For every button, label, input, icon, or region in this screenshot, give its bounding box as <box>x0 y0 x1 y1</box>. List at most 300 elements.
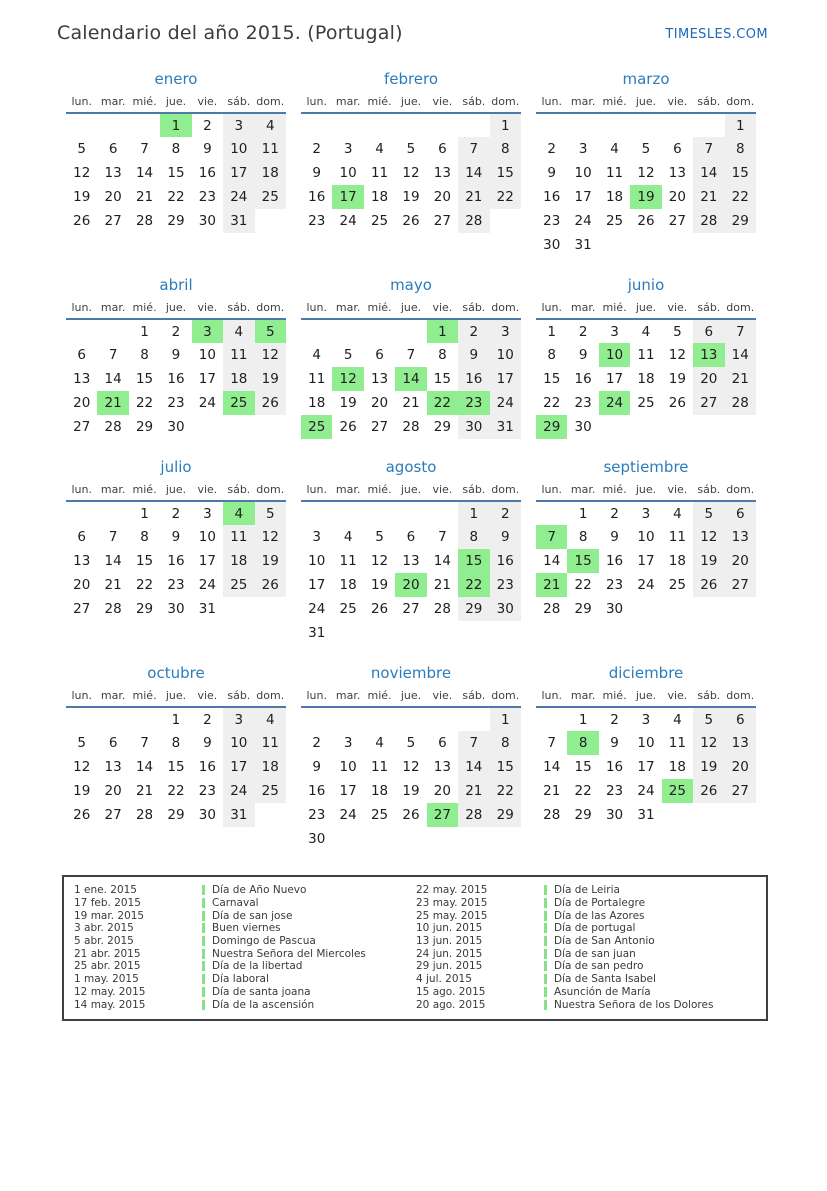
page-title: Calendario del año 2015. (Portugal) <box>57 22 403 44</box>
empty-day-cell <box>332 827 363 851</box>
legend-holiday-name: Día de santa joana <box>212 985 311 998</box>
empty-day-cell <box>725 415 756 439</box>
holiday-color-bar-icon <box>544 949 547 959</box>
week-row <box>66 367 286 391</box>
day-cell: 31 <box>223 209 254 233</box>
month-days <box>66 501 286 621</box>
legend-holiday-name: Día laboral <box>212 973 269 986</box>
empty-day-cell <box>536 113 567 137</box>
week-row <box>301 415 521 439</box>
day-cell: 5 <box>77 141 86 157</box>
weekday-header: dom. <box>726 689 755 702</box>
day-cell: 27 <box>693 391 724 415</box>
empty-day-cell <box>693 597 724 621</box>
day-cell: 29 <box>167 213 185 229</box>
day-cell: 22 <box>490 779 521 803</box>
legend-row <box>416 960 758 973</box>
day-cell: 17 <box>574 189 592 205</box>
day-cell: 25 <box>637 395 655 411</box>
day-cell: 24 <box>198 577 216 593</box>
day-cell: 2 <box>171 505 181 522</box>
weekday-header: sáb. <box>227 689 251 702</box>
day-cell: 22 <box>725 185 756 209</box>
month-title[interactable]: abril <box>159 276 193 294</box>
holiday-legend <box>62 875 768 1021</box>
empty-day-cell <box>364 621 395 645</box>
day-cell: 5 <box>375 529 384 545</box>
weekday-header: lun. <box>306 689 327 702</box>
week-row <box>66 501 286 525</box>
day-cell: 7 <box>725 319 756 343</box>
legend-holiday-name: Domingo de Pascua <box>212 935 316 948</box>
day-cell: 6 <box>77 347 86 363</box>
weekday-header: sáb. <box>462 483 486 496</box>
empty-day-cell <box>693 113 724 137</box>
day-cell: 22 <box>574 783 592 799</box>
day-cell: 1 <box>171 711 181 728</box>
day-cell: 14 <box>543 553 561 569</box>
weekday-header: dom. <box>491 95 520 108</box>
empty-day-cell <box>395 501 426 525</box>
weekday-header: sáb. <box>227 301 251 314</box>
week-row <box>301 113 521 137</box>
month-block <box>536 458 756 621</box>
day-cell: 28 <box>135 807 154 823</box>
day-cell: 17 <box>637 553 655 569</box>
day-cell: 17 <box>223 755 254 779</box>
weekday-header: lun. <box>306 301 327 314</box>
day-cell: 11 <box>223 343 254 367</box>
day-cell: 24 <box>339 213 357 229</box>
weekday-header-row <box>66 483 286 501</box>
legend-date: 12 may. 2015 <box>74 985 146 998</box>
legend-holiday-name: Día de San Antonio <box>554 935 655 948</box>
day-cell: 11 <box>370 759 389 775</box>
day-cell: 13 <box>73 553 91 569</box>
holiday-color-bar-icon <box>544 911 547 921</box>
month-table <box>301 301 521 439</box>
day-cell: 3 <box>490 319 521 343</box>
week-row <box>536 803 756 827</box>
day-cell: 3 <box>343 735 353 751</box>
week-row <box>66 597 286 621</box>
empty-day-cell <box>662 415 693 439</box>
month-title[interactable]: noviembre <box>370 664 452 682</box>
day-cell: 14 <box>725 343 756 367</box>
day-cell: 16 <box>574 371 592 387</box>
weekday-header: mié. <box>602 689 627 702</box>
empty-day-cell <box>427 707 458 731</box>
empty-day-cell <box>536 501 567 525</box>
month-block <box>536 664 756 827</box>
legend-date: 14 may. 2015 <box>74 998 146 1011</box>
month-title[interactable]: enero <box>154 70 198 88</box>
day-cell: 18 <box>223 549 254 573</box>
empty-day-cell <box>255 597 286 621</box>
weekday-header: mié. <box>132 95 157 108</box>
week-row <box>66 113 286 137</box>
weekday-header-row <box>536 689 756 707</box>
week-row <box>536 707 756 731</box>
day-cell: 1 <box>578 711 588 728</box>
week-row <box>301 185 521 209</box>
legend-date: 5 abr. 2015 <box>74 935 134 948</box>
day-cell: 9 <box>458 343 489 367</box>
empty-day-cell <box>458 113 489 137</box>
day-cell: 16 <box>198 165 216 181</box>
weekday-header: jue. <box>165 95 187 108</box>
day-cell: 9 <box>312 165 321 181</box>
day-cell: 17 <box>308 577 326 593</box>
day-cell: 16 <box>543 189 561 205</box>
day-cell: 27 <box>433 213 451 229</box>
empty-day-cell <box>364 113 395 137</box>
empty-day-cell <box>97 113 128 137</box>
day-cell: 13 <box>73 371 91 387</box>
weekday-header: jue. <box>165 301 187 314</box>
weekday-header: dom. <box>491 689 520 702</box>
day-cell: 25 <box>223 391 254 415</box>
day-cell: 3 <box>610 323 619 340</box>
day-cell: 30 <box>605 601 624 617</box>
legend-holiday-name: Día de Santa Isabel <box>554 973 656 986</box>
empty-day-cell <box>427 113 458 137</box>
week-row <box>536 549 756 573</box>
legend-holiday-name: Día de san juan <box>554 947 636 960</box>
day-cell: 31 <box>637 807 655 823</box>
legend-row <box>416 973 758 986</box>
day-cell: 27 <box>427 803 458 827</box>
month-days <box>536 707 756 827</box>
legend-holiday-name: Asunción de María <box>554 985 651 998</box>
day-cell: 16 <box>490 549 521 573</box>
legend-date: 29 jun. 2015 <box>416 960 483 973</box>
day-cell: 30 <box>574 419 592 435</box>
day-cell: 4 <box>343 529 353 545</box>
week-row <box>536 597 756 621</box>
day-cell: 3 <box>343 141 353 157</box>
day-cell: 28 <box>693 209 724 233</box>
day-cell: 14 <box>458 755 489 779</box>
day-cell: 31 <box>223 803 254 827</box>
day-cell: 12 <box>255 343 286 367</box>
day-cell: 22 <box>427 391 458 415</box>
empty-day-cell <box>332 319 363 343</box>
empty-day-cell <box>395 113 426 137</box>
weekday-header: mar. <box>100 301 126 314</box>
day-cell: 2 <box>312 735 321 751</box>
weekday-header: mié. <box>367 689 392 702</box>
day-cell: 19 <box>402 783 420 799</box>
day-cell: 24 <box>308 601 326 617</box>
month-title[interactable]: octubre <box>147 664 205 682</box>
day-cell: 10 <box>339 165 357 181</box>
day-cell: 23 <box>574 395 592 411</box>
month-block <box>301 70 521 233</box>
empty-day-cell <box>395 621 426 645</box>
month-table <box>66 483 286 621</box>
weekday-header: lun. <box>71 483 92 496</box>
day-cell: 1 <box>427 319 458 343</box>
day-cell: 4 <box>673 505 682 522</box>
weekday-header: jue. <box>635 483 657 496</box>
day-cell: 6 <box>725 707 756 731</box>
week-row <box>536 319 756 343</box>
month-title[interactable]: junio <box>627 276 665 294</box>
weekday-header: dom. <box>256 301 285 314</box>
legend-date: 10 jun. 2015 <box>416 922 483 935</box>
day-cell: 9 <box>312 759 321 775</box>
day-cell: 17 <box>339 783 357 799</box>
weekday-header: vie. <box>432 689 453 702</box>
day-cell: 30 <box>490 597 521 621</box>
day-cell: 21 <box>135 189 154 205</box>
day-cell: 1 <box>490 113 521 137</box>
day-cell: 13 <box>725 731 756 755</box>
day-cell: 7 <box>693 137 724 161</box>
weekday-header: mié. <box>132 301 157 314</box>
day-cell: 2 <box>547 141 556 157</box>
week-row <box>301 827 521 851</box>
weekday-header: mar. <box>335 301 361 314</box>
day-cell: 7 <box>458 731 489 755</box>
weekday-header: mar. <box>570 95 596 108</box>
weekday-header: jue. <box>400 301 422 314</box>
month-title[interactable]: febrero <box>383 70 439 88</box>
day-cell: 30 <box>198 807 216 823</box>
weekday-header: vie. <box>667 95 688 108</box>
day-cell: 2 <box>203 711 212 728</box>
month-title[interactable]: diciembre <box>608 664 684 682</box>
empty-day-cell <box>662 803 693 827</box>
day-cell: 22 <box>458 573 489 597</box>
legend-holiday-name: Día de Año Nuevo <box>212 884 307 897</box>
weekday-header-row <box>536 301 756 319</box>
day-cell: 23 <box>605 783 624 799</box>
weekday-header: sáb. <box>697 483 721 496</box>
day-cell: 19 <box>73 783 91 799</box>
weekday-header: vie. <box>667 689 688 702</box>
week-row <box>301 707 521 731</box>
day-cell: 20 <box>104 189 122 205</box>
month-table <box>536 301 756 439</box>
weekday-header: mar. <box>570 483 596 496</box>
day-cell: 15 <box>725 161 756 185</box>
week-row <box>301 501 521 525</box>
day-cell: 15 <box>167 165 185 181</box>
week-row <box>536 415 756 439</box>
day-cell: 27 <box>668 213 686 229</box>
week-row <box>66 415 286 439</box>
day-cell: 30 <box>167 601 185 617</box>
day-cell: 30 <box>458 415 489 439</box>
week-row <box>301 525 521 549</box>
day-cell: 5 <box>693 707 724 731</box>
legend-date: 23 may. 2015 <box>416 897 488 910</box>
legend-date: 4 jul. 2015 <box>416 973 472 986</box>
week-row <box>536 209 756 233</box>
day-cell: 11 <box>668 529 686 545</box>
day-cell: 13 <box>433 165 451 181</box>
day-cell: 16 <box>167 553 185 569</box>
day-cell: 26 <box>73 213 91 229</box>
weekday-header: vie. <box>667 301 688 314</box>
day-cell: 21 <box>135 783 154 799</box>
day-cell: 28 <box>543 807 561 823</box>
weekday-header-row <box>536 95 756 113</box>
weekday-header-row <box>301 483 521 501</box>
day-cell: 30 <box>543 237 561 253</box>
day-cell: 22 <box>543 395 561 411</box>
day-cell: 4 <box>312 347 321 363</box>
weekday-header: mié. <box>132 483 157 496</box>
legend-holiday-name: Nuestra Señora de los Dolores <box>554 998 714 1011</box>
day-cell: 2 <box>171 323 181 340</box>
legend-date: 25 abr. 2015 <box>74 960 141 973</box>
day-cell: 30 <box>198 213 216 229</box>
day-cell: 17 <box>198 371 216 387</box>
day-cell: 10 <box>223 731 254 755</box>
legend-row <box>416 897 758 910</box>
day-cell: 12 <box>73 759 91 775</box>
empty-day-cell <box>662 113 693 137</box>
day-cell: 23 <box>458 391 489 415</box>
day-cell: 9 <box>578 347 588 363</box>
legend-row <box>74 884 416 897</box>
day-cell: 24 <box>198 395 216 411</box>
day-cell: 1 <box>160 113 191 137</box>
empty-day-cell <box>693 233 724 257</box>
legend-date: 13 jun. 2015 <box>416 935 483 948</box>
legend-holiday-name: Carnaval <box>212 897 259 910</box>
week-row <box>301 573 521 597</box>
day-cell: 9 <box>203 735 212 751</box>
day-cell: 18 <box>308 395 326 411</box>
weekday-header: mié. <box>602 95 627 108</box>
day-cell: 28 <box>725 391 756 415</box>
holiday-color-bar-icon <box>544 961 547 971</box>
day-cell: 26 <box>339 419 357 435</box>
week-row <box>536 391 756 415</box>
page-header <box>57 22 768 44</box>
day-cell: 1 <box>458 501 489 525</box>
legend-row <box>416 947 758 960</box>
month-title[interactable]: julio <box>160 458 192 476</box>
day-cell: 16 <box>167 371 185 387</box>
weekday-header: mar. <box>100 95 126 108</box>
day-cell: 16 <box>605 759 624 775</box>
day-cell: 18 <box>255 755 286 779</box>
week-row <box>66 525 286 549</box>
empty-day-cell <box>66 319 97 343</box>
day-cell: 19 <box>255 367 286 391</box>
day-cell: 13 <box>370 371 389 387</box>
day-cell: 15 <box>574 759 592 775</box>
day-cell: 16 <box>308 189 326 205</box>
empty-day-cell <box>66 707 97 731</box>
day-cell: 20 <box>693 367 724 391</box>
day-cell: 10 <box>198 529 216 545</box>
month-table <box>301 95 521 233</box>
empty-day-cell <box>255 803 286 827</box>
day-cell: 7 <box>108 347 118 363</box>
day-cell: 13 <box>693 343 724 367</box>
day-cell: 1 <box>140 323 149 340</box>
day-cell: 27 <box>402 601 420 617</box>
day-cell: 28 <box>104 601 122 617</box>
day-cell: 23 <box>605 577 624 593</box>
day-cell: 11 <box>223 525 254 549</box>
day-cell: 28 <box>543 601 561 617</box>
day-cell: 3 <box>223 113 254 137</box>
empty-day-cell <box>255 209 286 233</box>
empty-day-cell <box>458 621 489 645</box>
day-cell: 2 <box>578 323 588 340</box>
day-cell: 19 <box>693 549 724 573</box>
legend-column-left <box>74 884 416 1011</box>
day-cell: 15 <box>167 759 185 775</box>
month-title[interactable]: mayo <box>390 276 432 294</box>
day-cell: 3 <box>312 529 321 545</box>
empty-day-cell <box>599 415 630 439</box>
brand-link[interactable]: TIMESLES.COM <box>665 27 768 42</box>
day-cell: 5 <box>406 141 416 157</box>
holiday-color-bar-icon <box>202 923 205 933</box>
weekday-header: lun. <box>306 95 327 108</box>
week-row <box>301 803 521 827</box>
month-block <box>301 458 521 645</box>
holiday-color-bar-icon <box>544 923 547 933</box>
day-cell: 4 <box>375 141 384 157</box>
day-cell: 10 <box>599 343 630 367</box>
month-title[interactable]: marzo <box>622 70 670 88</box>
day-cell: 16 <box>605 553 624 569</box>
day-cell: 18 <box>370 783 389 799</box>
day-cell: 28 <box>458 209 489 233</box>
holiday-color-bar-icon <box>202 1000 205 1010</box>
weekday-header: dom. <box>256 95 285 108</box>
empty-day-cell <box>97 501 128 525</box>
day-cell: 19 <box>370 577 389 593</box>
day-cell: 1 <box>725 113 756 137</box>
week-row <box>536 113 756 137</box>
weekday-header: sáb. <box>697 95 721 108</box>
legend-row <box>416 986 758 999</box>
legend-date: 19 mar. 2015 <box>74 909 145 922</box>
month-table <box>536 689 756 827</box>
week-row <box>301 319 521 343</box>
month-title[interactable]: agosto <box>385 458 437 476</box>
day-cell: 26 <box>402 807 420 823</box>
holiday-color-bar-icon <box>202 949 205 959</box>
holiday-color-bar-icon <box>544 1000 547 1010</box>
day-cell: 11 <box>370 165 389 181</box>
month-title[interactable]: septiembre <box>603 458 689 476</box>
weekday-header: dom. <box>491 301 520 314</box>
day-cell: 22 <box>167 189 185 205</box>
day-cell: 8 <box>458 525 489 549</box>
day-cell: 12 <box>255 525 286 549</box>
empty-day-cell <box>332 707 363 731</box>
weekday-header: vie. <box>197 301 218 314</box>
empty-day-cell <box>66 113 97 137</box>
month-days <box>66 707 286 827</box>
day-cell: 15 <box>567 549 598 573</box>
day-cell: 8 <box>171 735 181 751</box>
month-block <box>536 276 756 439</box>
day-cell: 18 <box>339 577 357 593</box>
day-cell: 26 <box>402 213 420 229</box>
